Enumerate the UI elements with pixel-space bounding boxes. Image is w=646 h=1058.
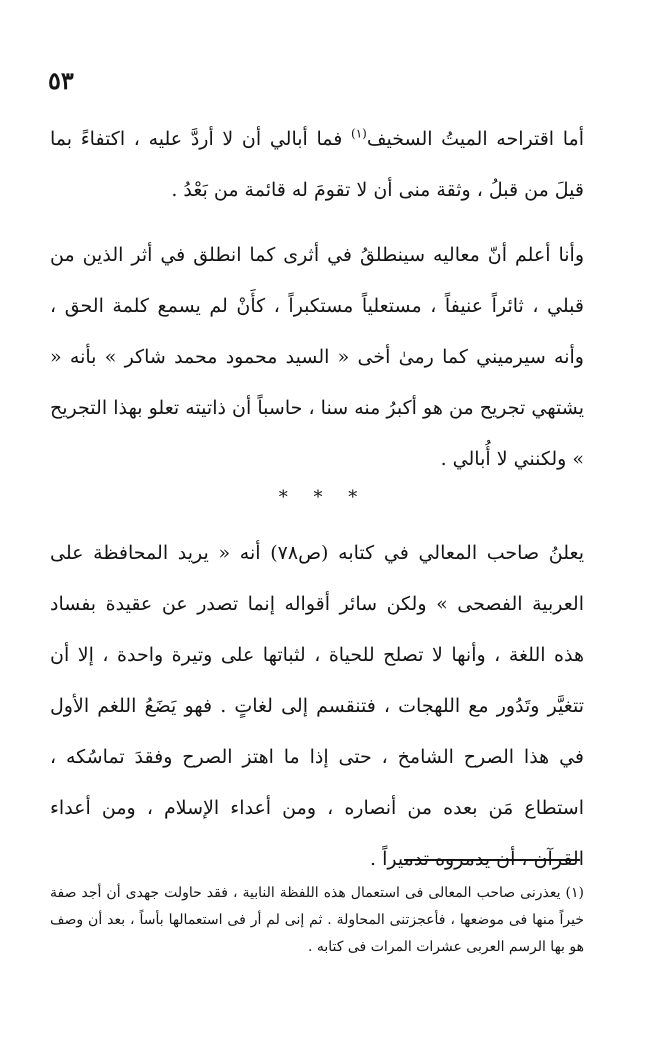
footnote-divider [404,859,580,861]
footnote: (١) يعذرنى صاحب المعالى فى استعمال هذه اللفظة النابية ، فقد حاولت جهدى أن أجد صفة خيراً منها فى موضعها ، فأعجزتنى المحاولة . ثم إنى لم أر فى استعمالها بأساً ، بعد أن وصف هو بها الرسم العربى عشرات المرات فى كتابه . [50,885,584,955]
paragraph-1 [50,114,584,216]
paragraph-1-text-before-ref: أما اقتراحه الميتُ السخيف [366,128,585,150]
paragraph-3: يعلنُ صاحب المعالي في كتابه (ص٧٨) أنه « يريد المحافظة على العربية الفصحى » ولكن سائر أقواله إنما تصدر عن عقيدة بفساد هذه اللغة ، وأنها لا تصلح للحياة ، لثباتها على وتيرة واحدة ، إلا أن تتغيَّر وتَدُور مع اللهجات ، فتنقسم إلى لغاتٍ . فهو يَضَعُ اللغم الأول في هذا الصرح الشامخ ، حتى إذا ما اهتز الصرح وفقدَ تماسُكه ، استطاع مَن بعده من أنصاره ، ومن أعداء الإسلام ، ومن أعداء القرآن ، أن يدمروه تدميراً . [50,542,584,870]
footnote-reference: (١) [351,126,367,141]
paragraph-1-text-after-ref: فما أبالي أن لا أردَّ عليه ، اكتفاءً بما قيلَ من قبلُ ، وثقة منى أن لا تقومَ له قائمة من بَعْدُ . [50,128,584,201]
paragraph-2: وأنا أعلم أنّ معاليه سينطلقُ في أثرى كما انطلق في أثر الذين من قبلي ، ثائراً عنيفاً ، مستعلياً مستكبراً ، كأَنْ لم يسمع كلمة الحق ، وأنه سيرميني كما رمىٰ أخى « السيد محمود محمد شاكر » بأنه « يشتهي تجريح من هو أكبرُ منه سنا ، حاسباً أن ذاتيته تعلو بهذا التجريح » ولكنني لا أُبالي . [50,244,584,470]
section-separator: * * * [278,487,368,508]
page-number: ٥٣ [48,66,74,95]
